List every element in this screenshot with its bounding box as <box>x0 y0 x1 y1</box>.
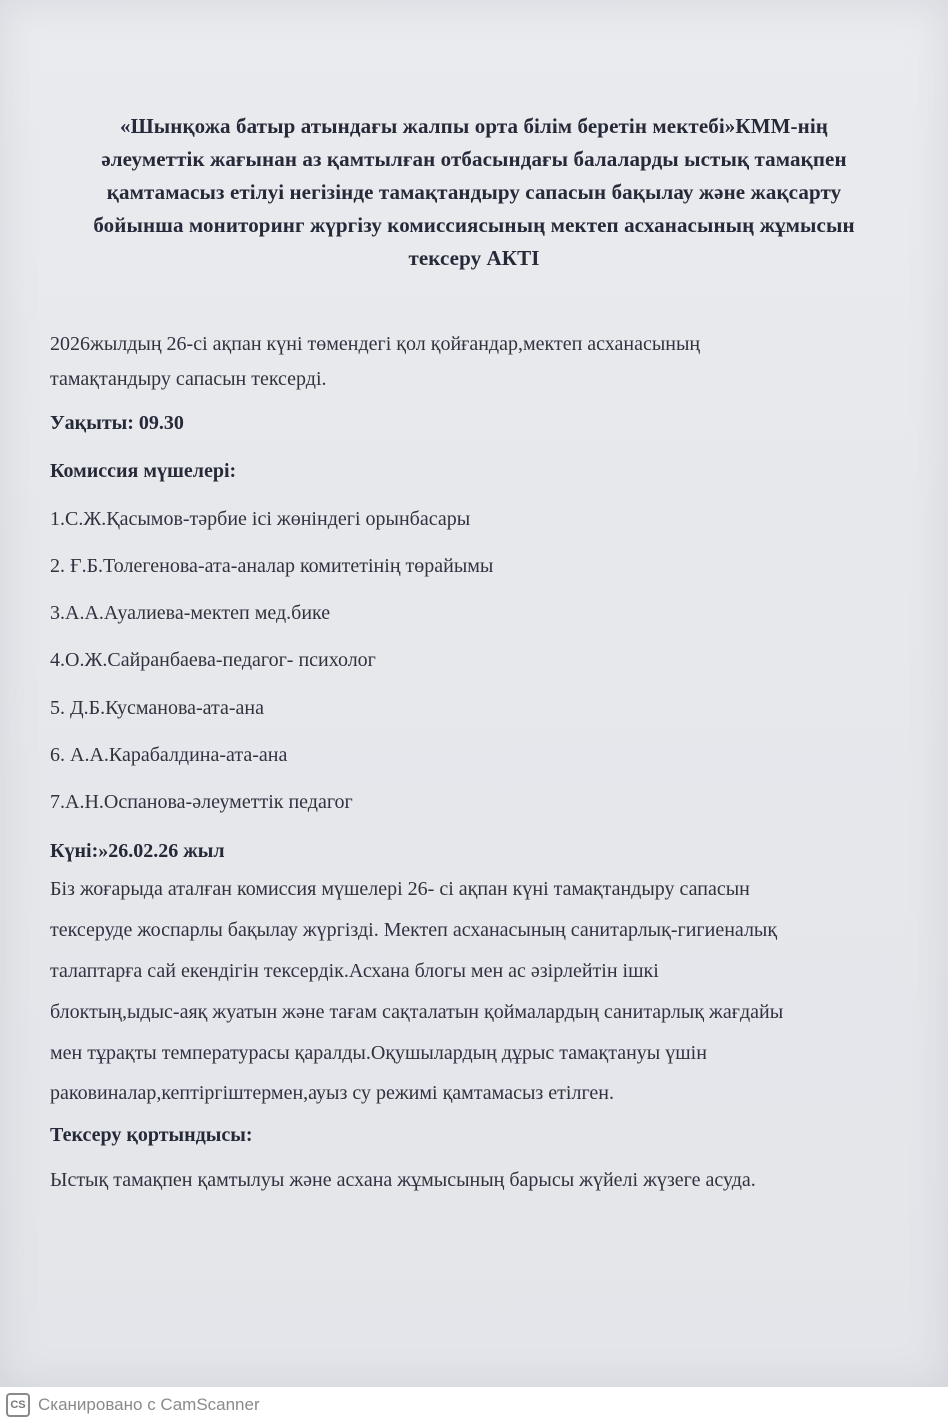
commission-member: 6. А.А.Карабалдина-ата-ана <box>50 744 288 766</box>
commission-member: 4.О.Ж.Сайранбаева-педагог- психолог <box>50 649 376 671</box>
report-line: раковиналар,кептіргіштермен,ауыз су режимі қамтамасыз етілген. <box>50 1082 614 1104</box>
commission-member: 5. Д.Б.Кусманова-ата-ана <box>50 697 264 719</box>
commission-member: 7.А.Н.Оспанова-әлеуметтік педагог <box>50 791 353 813</box>
camscanner-logo-icon: CS <box>6 1393 30 1417</box>
intro-line: 2026жылдың 26-сі ақпан күні төмендегі қол қойғандар,мектеп асханасының <box>50 333 701 355</box>
report-line: мен тұрақты температурасы қаралды.Оқушылардың дұрыс тамақтануы үшін <box>50 1042 707 1064</box>
report-line: талаптарға сай екендігін тексердік.Асхана блогы мен ас әзірлейтін ішкі <box>50 960 659 982</box>
scanner-footer <box>0 1387 948 1425</box>
report-line: тексеруде жоспарлы бақылау жүргізді. Мектеп асханасының санитарлық-гигиеналық <box>50 919 778 941</box>
date-label: Күні:»26.02.26 жыл <box>50 840 225 862</box>
conclusion-text: Ыстық тамақпен қамтылуы және асхана жұмысының барысы жүйелі жүзеге асуда. <box>50 1169 756 1191</box>
time-label: Уақыты: 09.30 <box>50 412 184 434</box>
commission-heading: Комиссия мүшелері: <box>50 460 237 482</box>
commission-member: 2. Ғ.Б.Толегенова-ата-аналар комитетінің төрайымы <box>50 555 494 577</box>
commission-member: 1.С.Ж.Қасымов-тәрбие ісі жөніндегі орынбасары <box>50 508 471 530</box>
title-line: әлеуметтік жағынан аз қамтылған отбасындағы балаларды ыстық тамақпен <box>101 147 847 171</box>
commission-member: 3.А.А.Ауалиева-мектеп мед.бике <box>50 602 331 624</box>
title-line: «Шынқожа батыр атындағы жалпы орта білім беретін мектебі»КММ-нің <box>120 114 828 138</box>
report-line: Біз жоғарыда аталған комиссия мүшелері 26- сі ақпан күні тамақтандыру сапасын <box>50 878 750 900</box>
document-title <box>40 110 908 275</box>
title-line: бойынша мониторинг жүргізу комиссиясының мектеп асханасының жұмысын <box>93 213 855 237</box>
report-line: блоктың,ыдыс-аяқ жуатын және тағам сақталатын қоймалардың санитарлық жағдайы <box>50 1001 784 1023</box>
intro-line: тамақтандыру сапасын тексерді. <box>50 368 327 390</box>
title-line: тексеру АКТІ <box>408 246 540 270</box>
title-line: қамтамасыз етілуі негізінде тамақтандыру сапасын бақылау және жақсарту <box>106 180 842 204</box>
scanner-watermark-text: Сканировано с CamScanner <box>38 1395 260 1414</box>
conclusion-heading: Тексеру қортындысы: <box>50 1124 253 1146</box>
